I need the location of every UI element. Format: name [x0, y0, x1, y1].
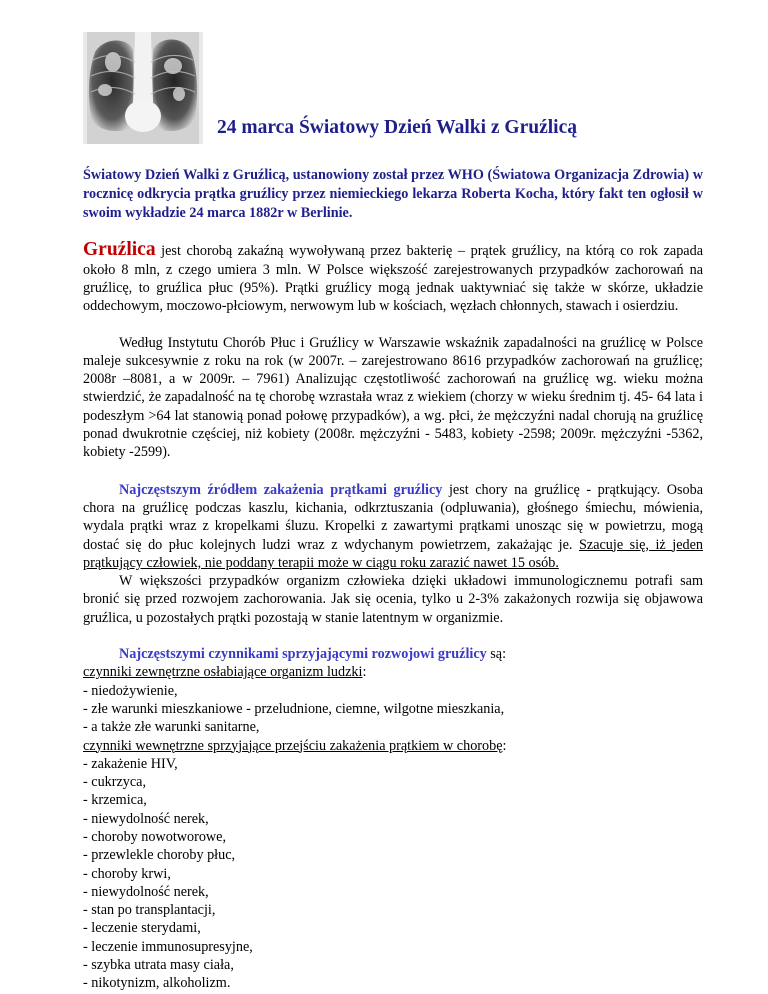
internal-factors-list	[83, 755, 703, 993]
infection-estimate-text: Szacuje się, iż jeden prątkujący człowiek, nie poddany terapii może w ciągu roku zarazić nawet 15 osób.	[83, 536, 703, 571]
page-title: 24 marca Światowy Dzień Walki z Gruźlicą	[217, 117, 577, 138]
external-factors-list	[83, 682, 703, 737]
list-item: - cukrzyca,	[83, 774, 147, 791]
list-item: - niewydolność nerek,	[83, 883, 209, 900]
list-item: - przewlekle choroby płuc,	[83, 847, 236, 864]
factors-lead: Najczęstszymi czynnikami sprzyjającymi rozwojowi gruźlicy	[119, 646, 487, 663]
statistics-paragraph: Według Instytutu Chorób Płuc i Gruźlicy w Warszawie wskaźnik zapadalności na gruźlicę w Polsce maleje sukcesywnie z roku na rok (w 2007r. – zarejestrowano 8616 przypadków zachorowań na gruźlicę; 2008r –8081, a w 2009r. – 7961) Analizując częstotliwość zachorowań na gruźlicę wg. wieku można stwierdzić, że zapadalność na tę chorobę wzrastała wraz z wiekiem (chorzy w wieku średnim tj. 45- 64 lata i podeszłym >64 lat stanowią ponad połowę przypadków), a wg. płci, że mężczyźni nadal chorują na gruźlicę ponad dwukrotnie częściej, niż kobiety (2008r. mężczyźni - 5483, kobiety -2598; 2009r. mężczyźni -5362, kobiety -2599).	[83, 334, 703, 461]
list-item: - leczenie immunosupresyjne,	[83, 938, 253, 955]
internal-factors-heading-line	[83, 737, 703, 755]
list-item: - krzemica,	[83, 792, 147, 809]
list-item: - choroby krwi,	[83, 865, 171, 882]
factors-lead-suffix: są:	[486, 646, 507, 663]
definition-text: jest chorobą zakaźną wywoływaną przez bakterię – prątek gruźlicy, na którą co rok zapada około 8 mln, z czego umiera 3 mln. W Polsce większość zarejestrowanych przypadków zachorowań na gruźlicę, to gruźlica płuc (95%). Prątki gruźlicy mogą jednak uaktywniać się także w skórze, układzie oddechowym, moczowo-płciowym, nerwowym lub w kościach, węzłach chłonnych, stawach i osierdziu.	[83, 243, 703, 315]
list-item: - stan po transplantacji,	[83, 902, 216, 919]
list-item: - choroby nowotworowe,	[83, 829, 227, 845]
list-item: - leczenie sterydami,	[83, 920, 201, 937]
infection-source-text: jest chory na gruźlicę - prątkujący. Osoba chora na gruźlicę podczas kaszlu, kichania, odkrztuszania (odpluwania), głośnego śmiechu, mówienia, wydala prątki wraz z kropelkami śluzu. Kropelki z zawartymi prątkami unosząc się w powietrzu, mogą dostać się do płuc kolejnych ludzi wraz z wdychanym powietrzem, zakażając je.	[83, 481, 703, 553]
external-factors-colon: :	[362, 664, 367, 681]
factors-intro	[83, 645, 703, 663]
chest-xray-image	[83, 32, 203, 144]
list-item: - niewydolność nerek,	[83, 810, 209, 827]
list-item: - a także złe warunki sanitarne,	[83, 719, 260, 736]
immunity-paragraph: W większości przypadków organizm człowieka dzięki układowi immunologicznemu potrafi sam bronić się przed rozwojem zachorowania. Jak się ocenia, tylko u 2-3% zakażonych rozwija się objawowa gruźlica, u pozostałych prątki pozostają w stanie latentnym w organizmie.	[83, 573, 703, 626]
definition-lead: Gruźlica	[83, 239, 156, 261]
external-factors-heading: czynniki zewnętrzne osłabiające organizm ludzki	[83, 664, 363, 681]
infection-source-paragraph	[83, 481, 703, 572]
list-item: - szybka utrata masy ciała,	[83, 957, 234, 974]
list-item: - niedożywienie,	[83, 682, 178, 699]
intro-paragraph: Światowy Dzień Walki z Gruźlicą, ustanowiony został przez WHO (Światowa Organizacja Zdrowia) w rocznicę odkrycia prątka gruźlicy przez niemieckiego lekarza Roberta Kocha, który fakt ten ogłosił w swoim wykładzie 24 marca 1882r w Berlinie.	[83, 167, 703, 221]
list-item: - złe warunki mieszkaniowe - przeludnione, ciemne, wilgotne mieszkania,	[83, 700, 505, 717]
internal-factors-heading: czynniki wewnętrzne sprzyjające przejściu zakażenia prątkiem w chorobę	[83, 737, 503, 754]
article-body	[83, 166, 703, 993]
definition-paragraph	[83, 241, 703, 315]
list-item: - zakażenie HIV,	[83, 755, 178, 772]
infection-source-lead: Najczęstszym źródłem zakażenia prątkami gruźlicy	[119, 481, 443, 498]
list-item: - nikotynizm, alkoholizm.	[83, 975, 231, 992]
external-factors-heading-line	[83, 663, 703, 681]
internal-factors-colon: :	[502, 737, 507, 754]
